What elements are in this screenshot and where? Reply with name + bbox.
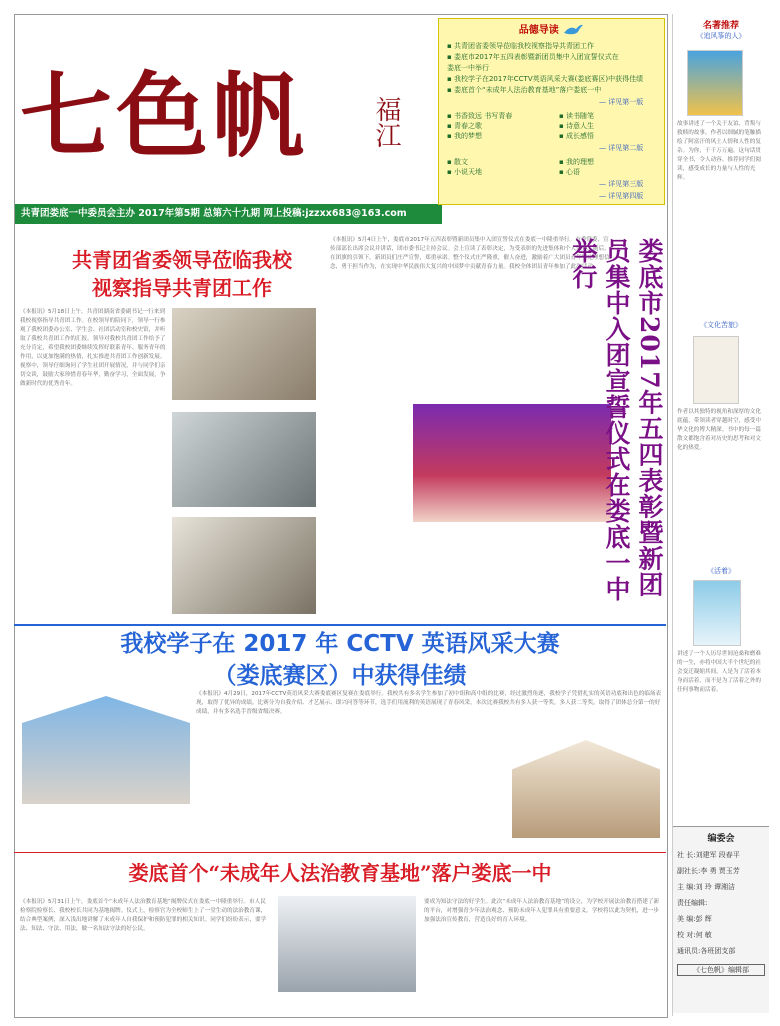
article1-photo xyxy=(172,308,316,400)
guide-tag: — 详见第三版 xyxy=(599,180,644,188)
article3-title-line: （娄底赛区）中获得佳绩 xyxy=(213,663,467,689)
masthead-title: 七色帆 xyxy=(20,62,309,170)
article1-title-line: 视察指导共青团工作 xyxy=(92,276,272,300)
book-caption: 《文化苦旅》 xyxy=(700,321,742,329)
staff-box xyxy=(673,826,769,1013)
guide-item: ▪ 心语 xyxy=(559,168,580,176)
article1-photo xyxy=(172,517,316,614)
masthead-subtitle: 福江 xyxy=(371,96,401,148)
staff-row: 主 编:刘 玲 谭湘洁 xyxy=(677,883,736,891)
guide-item: ▪ 成长感悟 xyxy=(559,132,594,140)
staff-row: 美 编:彭 辉 xyxy=(677,915,712,923)
staff-row: 责任编辑: xyxy=(677,899,708,907)
staff-row: 《七色帆》编辑部 xyxy=(677,964,765,976)
section-divider xyxy=(14,852,666,853)
staff-row: 校 对:何 敏 xyxy=(677,931,712,939)
book-caption: 《追风筝的人》 xyxy=(696,32,746,40)
article4-body: 《本报讯》5月31日上午，娄底首个“未成年人法治教育基地”揭牌仪式在娄底一中隆重举行。市人民检察院检察长、我校校长共同为基地揭牌。仪式上，检察官为全校师生上了一堂生动的法治教育课，结合典型案例，深入浅出地讲解了未成年人自我保护和预防犯罪的相关知识。同学们纷纷表示，要学法、知法、守法、用法，做一名知法守法的好公民。 xyxy=(20,899,267,932)
article4-photo xyxy=(278,896,416,992)
book-cover-image xyxy=(693,580,741,646)
article1-title xyxy=(38,246,326,302)
guide-title xyxy=(439,21,664,37)
staff-row: 社 长:刘建军 段春平 xyxy=(677,851,740,859)
article1-title-line: 共青团省委领导莅临我校 xyxy=(72,248,292,272)
article3-body: 《本报讯》4月29日，2017年CCTV英语风采大赛娄底赛区复赛在娄底举行。我校共有多名学生参加了初中组和高中组的比赛，经过激烈角逐，我校学子凭借扎实的英语功底和出色的临场表现，取得了优异的成绩。比赛分为自我介绍、才艺展示、即兴问答等环节，选手们用流利的英语展现了青春风采。本次比赛我校共有多人获一等奖，多人获二等奖，取得了团体总分第一的好成绩，并有多名选手晋级省级决赛。 xyxy=(196,691,662,715)
book-review-text: 故事讲述了一个关于友谊、背叛与救赎的故事，作者以细腻的笔触描绘了阿富汗的风土人情和人性的复杂。为你，千千万万遍。这句话贯穿全书，令人动容。推荐同学们阅读，感受成长的力量与人性的光辉。 xyxy=(677,121,761,181)
guide-item: ▪ 娄底首个“未成年人法治教育基地”落户娄底一中 xyxy=(447,86,602,94)
guide-item: ▪ 我的理想 xyxy=(559,158,594,166)
staff-title: 编委会 xyxy=(707,834,735,844)
sidebar-head: 名著推荐 xyxy=(702,21,739,31)
guide-tag: — 详见第二版 xyxy=(599,144,644,152)
book-cover-image xyxy=(693,336,739,404)
article4-title: 娄底首个“未成年人法治教育基地”落户娄底一中 xyxy=(128,861,552,885)
guide-item: ▪ 书香致远 书写青春 xyxy=(447,112,513,120)
guide-tag: — 详见第四版 xyxy=(599,192,644,200)
guide-box xyxy=(438,18,665,205)
book-review-text: 讲述了一个人历尽世间沧桑和磨难的一生，亦将中国大半个世纪的社会变迁凝缩其间。人是为了活着本身而活着，而不是为了活着之外的任何事物而活着。 xyxy=(677,651,761,693)
article2-photo xyxy=(413,404,611,522)
guide-item: ▪ 诗意人生 xyxy=(559,122,594,130)
guide-item: 娄底一中举行 xyxy=(447,64,489,72)
article3-title xyxy=(14,628,666,692)
guide-item: ▪ 共青团省委领导莅临我校视察指导共青团工作 xyxy=(447,42,594,50)
guide-tag: — 详见第一版 xyxy=(599,98,644,106)
guide-title-text: 品德导读 xyxy=(518,25,559,36)
guide-item: ▪ 我校学子在2017年CCTV英语风采大赛(娄底赛区)中获得佳绩 xyxy=(447,75,644,83)
article1-photo xyxy=(172,412,316,507)
sidebar xyxy=(672,14,769,1016)
article3-title-line: 我校学子在 2017 年 CCTV 英语风采大赛 xyxy=(120,631,560,657)
section-divider xyxy=(14,624,666,626)
article1-body: 《本报讯》5月18日上午，共青团湖南省委副书记一行来到我校视察指导共青团工作。在校领导的陪同下，领导一行参观了我校团委办公室、学生会、社团活动室和校史馆，并听取了我校共青团工作的汇报。领导对我校共青团工作给予了充分肯定，希望我校团委继续发挥好联系青年、服务青年的作用，以更加饱满的热情，扎实推进共青团工作创新发展。视察中，领导仔细询问了学生社团开展情况，并与同学们亲切交谈，鼓励大家珍惜青春年华，勤奋学习，全面发展，争做新时代的优秀青年。 xyxy=(20,309,166,387)
book-cover-image xyxy=(687,50,743,116)
article2-body: 《本报讯》5月4日上午，娄底市2017年五四表彰暨新团员集中入团宣誓仪式在娄底一中隆重举行。市委常委、宣传部部长出席会议并讲话，团市委书记主持会议。会上宣读了表彰决定，为受表彰的先进集体和个人颁奖。随后，在团旗的引领下，新团员们庄严宣誓，郑重承诺。整个仪式庄严隆重，催人奋进，激励着广大团员青年坚定理想信念，勇于担当作为，在实现中华民族伟大复兴的中国梦中贡献青春力量。我校全体团员青年参加了此次活动。 xyxy=(330,237,610,270)
book-caption: 《活着》 xyxy=(707,567,735,575)
staff-row: 副社长:李 勇 贾玉芳 xyxy=(677,867,740,875)
guide-item: ▪ 小说天地 xyxy=(447,168,482,176)
book-review-text: 作者以其独特的视角和深厚的文化底蕴，带领读者穿越时空，感受中华文化的博大精深。书中的每一篇散文都饱含着对历史的思考和对文化的热爱。 xyxy=(677,409,761,451)
article4-body-cont: 要成为知法守法的好学生。此次“未成年人法治教育基地”的设立，为学校开展法治教育搭建了新的平台，对增强青少年法治观念、预防未成年人犯罪具有重要意义。学校将以此为契机，进一步加强法治宣传教育，营造良好的育人环境。 xyxy=(424,899,660,923)
guide-item: ▪ 青春之歌 xyxy=(447,122,482,130)
guide-item: ▪ 读书随笔 xyxy=(559,112,594,120)
article2-vertical-title: 娄底市2017年五四表彰暨新团员集中入团宣誓仪式在娄底一中举行 xyxy=(569,238,664,602)
guide-item: ▪ 娄底市2017年五四表彰暨新团员集中入团宣誓仪式在 xyxy=(447,53,619,61)
guide-item: ▪ 我的梦想 xyxy=(447,132,482,140)
dove-icon xyxy=(562,23,584,37)
staff-row: 通讯员:各班团支部 xyxy=(677,947,736,955)
issue-info-bar: 共青团娄底一中委员会主办 2017年第5期 总第六十九期 网上投稿:jzzxx683@163.com xyxy=(15,204,442,224)
guide-item: ▪ 散文 xyxy=(447,158,468,166)
